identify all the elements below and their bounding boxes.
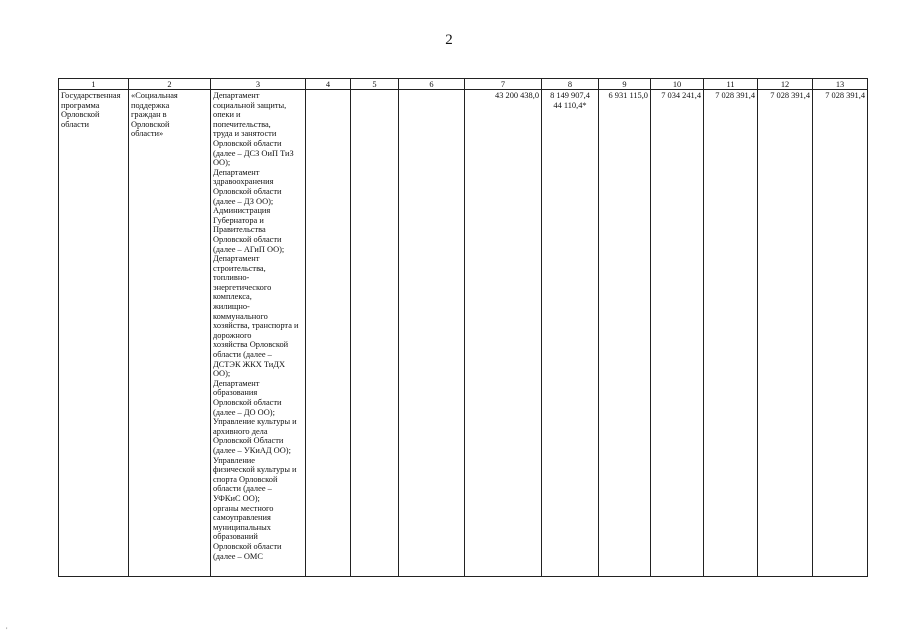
program-table xyxy=(58,78,868,577)
year-amount-cell: 7 028 391,4 xyxy=(813,90,868,577)
empty-cell xyxy=(399,90,465,577)
department-entry: Департамент строительства, топливно- энергетического комплекса, жилищно- коммунального хозяйства, транспорта и дорожного хозяйства Орловской области (далее – ДСТЭК ЖКХ ТиДХ ОО); xyxy=(213,254,299,379)
column-header: 5 xyxy=(351,79,399,90)
department-entry: Администрация Губернатора и Правительства Орловской области (далее – АГиП ОО); xyxy=(213,206,285,254)
department-entry: Департамент социальной защиты, опеки и попечительства, труда и занятости Орловской области (далее – ДСЗ ОиП ТиЗ ОО); xyxy=(213,91,294,168)
column-header: 12 xyxy=(758,79,813,90)
column-header: 6 xyxy=(399,79,465,90)
total-amount-cell: 43 200 438,0 xyxy=(465,90,542,577)
column-header: 2 xyxy=(129,79,211,90)
department-entry: Департамент образования Орловской области (далее – ДО ОО); xyxy=(213,378,282,417)
year-amount-cell: 7 034 241,4 xyxy=(651,90,704,577)
scan-mark: , xyxy=(6,624,8,630)
empty-cell xyxy=(306,90,351,577)
table-row xyxy=(59,90,868,577)
column-header: 1 xyxy=(59,79,129,90)
year-amount-cell: 6 931 115,0 xyxy=(599,90,651,577)
page-number: 2 xyxy=(445,32,453,48)
year-amount-cell: 7 028 391,4 xyxy=(758,90,813,577)
year-amount-cell: 8 149 907,4 44 110,4* xyxy=(542,90,599,577)
column-header: 3 xyxy=(211,79,306,90)
program-type-cell: Государственная программа Орловской области xyxy=(59,90,129,577)
department-entry: Департамент здравоохранения Орловской области (далее – ДЗ ОО); xyxy=(213,167,282,206)
department-entry: Управление физической культуры и спорта Орловской области (далее – УФКиС ОО); xyxy=(213,455,297,503)
department-entry: органы местного самоуправления муниципальных образований Орловской области (далее – ОМС xyxy=(213,503,282,561)
table-header-row xyxy=(59,79,868,90)
responsible-departments-cell xyxy=(211,90,306,577)
column-header: 11 xyxy=(704,79,758,90)
column-header: 9 xyxy=(599,79,651,90)
column-header: 10 xyxy=(651,79,704,90)
year-amount-cell: 7 028 391,4 xyxy=(704,90,758,577)
column-header: 4 xyxy=(306,79,351,90)
column-header: 7 xyxy=(465,79,542,90)
department-entry: Управление культуры и архивного дела Орловской Области (далее – УКиАД ОО); xyxy=(213,417,297,455)
column-header: 8 xyxy=(542,79,599,90)
column-header: 13 xyxy=(813,79,868,90)
empty-cell xyxy=(351,90,399,577)
program-name-cell: «Социальная поддержка граждан в Орловской области» xyxy=(129,90,211,577)
